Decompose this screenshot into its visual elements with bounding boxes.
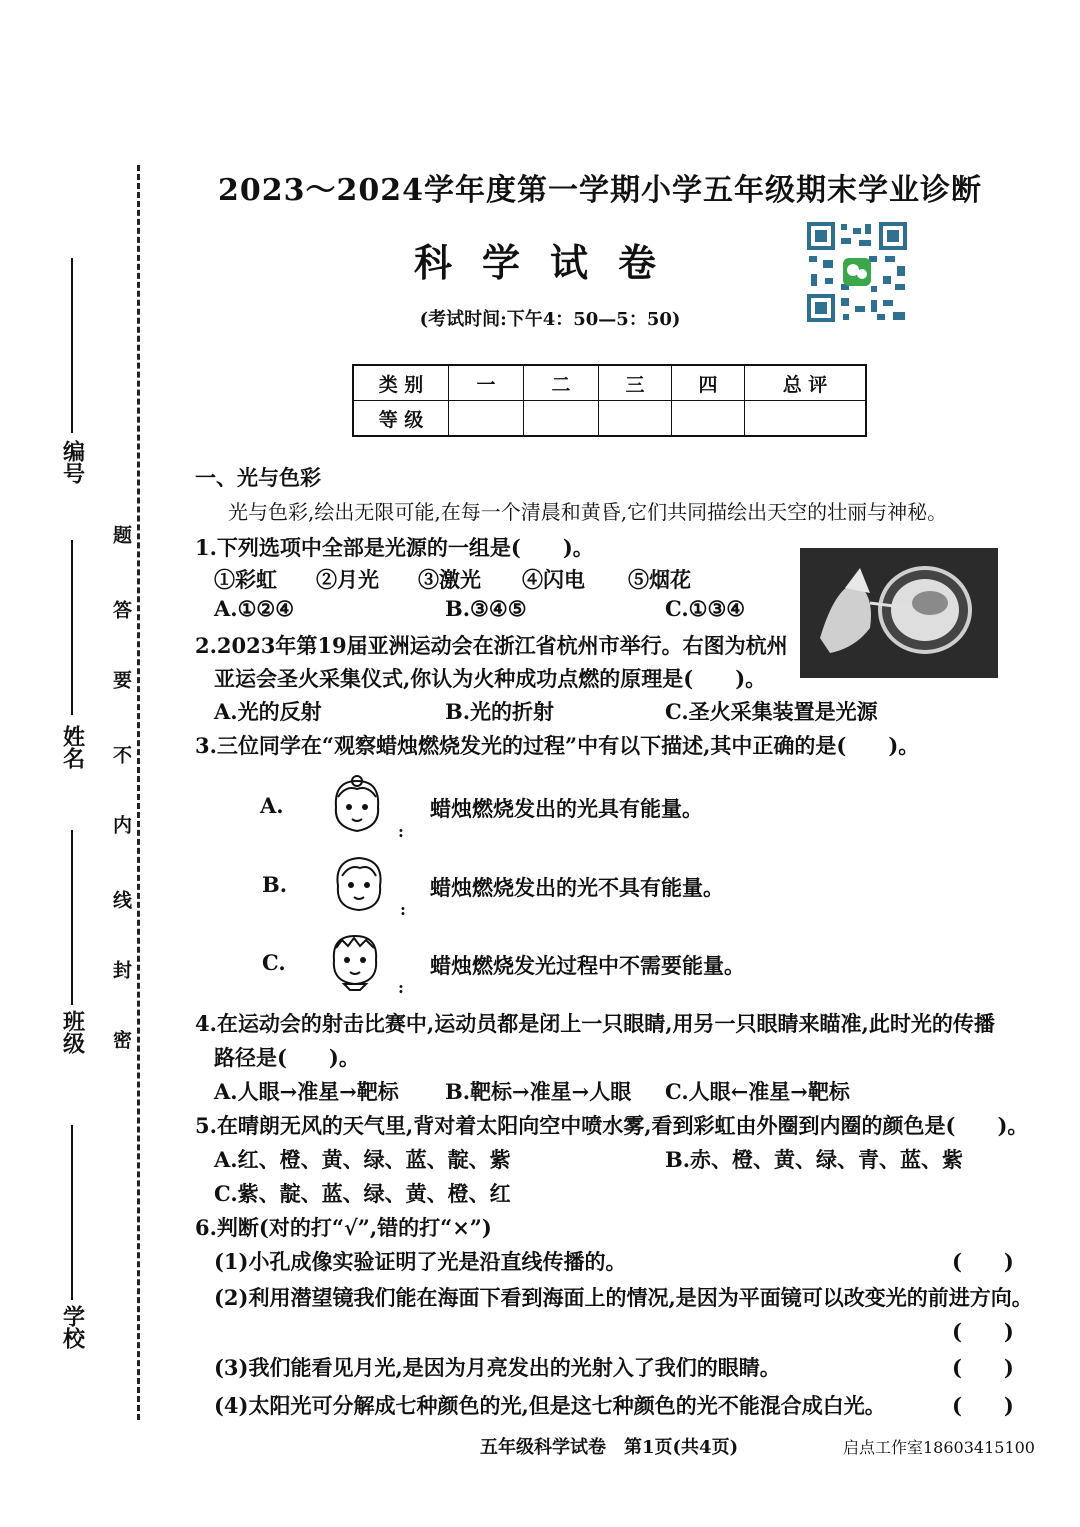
girl-face-icon: [328, 775, 386, 837]
q3-option-c-letter[interactable]: C.: [262, 950, 286, 975]
label-name-text: 姓名: [59, 725, 86, 769]
q2-option-c[interactable]: C.圣火采集装置是光源: [665, 699, 878, 724]
q1-item: ④闪电: [522, 567, 585, 592]
q1-item: ③激光: [418, 567, 481, 592]
q5-stem: 5.在晴朗无风的天气里,背对着太阳向空中喷水雾,看到彩虹由外圈到内圈的颜色是( )。: [195, 1113, 1029, 1138]
grade-input-cell[interactable]: [672, 401, 745, 437]
q6-item-3: (3)我们能看见月光,是因为月亮发出的光射入了我们的眼睛。: [214, 1355, 781, 1380]
studio-watermark: 启点工作室18603415100: [843, 1438, 1035, 1457]
label-school-text: 学校: [59, 1305, 86, 1349]
q3-statement-c: 蜡烛燃烧发光过程中不需要能量。: [430, 953, 745, 978]
q6-answer-1[interactable]: ( ): [952, 1249, 1014, 1274]
grade-cell: 一: [449, 365, 524, 401]
q6-item-1: (1)小孔成像实验证明了光是沿直线传播的。: [214, 1249, 627, 1274]
torch-ceremony-image: [800, 548, 998, 678]
q2-stem-line2: 亚运会圣火采集仪式,你认为火种成功点燃的原理是( )。: [214, 666, 767, 691]
q4-stem-line2: 路径是( )。: [214, 1045, 360, 1070]
colon-mark: :: [400, 900, 406, 919]
label-class-text: 班级: [59, 1010, 86, 1054]
grade-input-cell[interactable]: [524, 401, 599, 437]
qr-code-icon: [805, 220, 909, 324]
q5-option-a[interactable]: A.红、橙、黄、绿、蓝、靛、紫: [214, 1147, 511, 1172]
grade-cell: 等 级: [353, 401, 449, 437]
q1-option-c[interactable]: C.①③④: [665, 596, 746, 621]
boy-face-icon: [326, 930, 384, 992]
q1-item: ①彩虹: [214, 567, 277, 592]
seal-char: 线: [110, 890, 132, 909]
label-class: [52, 1010, 92, 1054]
colon-mark: :: [398, 822, 404, 841]
grade-cell: 总 评: [745, 365, 867, 401]
seal-char: 封: [110, 960, 132, 979]
q6-answer-4[interactable]: ( ): [952, 1393, 1014, 1418]
q4-stem-line1: 4.在运动会的射击比赛中,运动员都是闭上一只眼睛,用另一只眼睛来瞄准,此时光的传播: [195, 1011, 995, 1036]
q3-option-a-letter[interactable]: A.: [260, 793, 284, 818]
grade-table: [352, 364, 867, 437]
q3-stem: 3.三位同学在“观察蜡烛燃烧发光的过程”中有以下描述,其中正确的是( )。: [195, 733, 920, 758]
q6-answer-2[interactable]: ( ): [952, 1319, 1014, 1344]
q3-option-b-letter[interactable]: B.: [262, 872, 288, 897]
q6-stem: 6.判断(对的打“√”,错的打“×”): [195, 1215, 492, 1240]
exam-title: 2023～2024学年度第一学期小学五年级期末学业诊断: [218, 173, 982, 208]
grade-input-cell[interactable]: [599, 401, 672, 437]
seal-char: 题: [110, 525, 132, 544]
seal-char: 密: [110, 1030, 132, 1049]
colon-mark: :: [398, 978, 404, 997]
label-number: [52, 440, 92, 484]
grade-cell: 四: [672, 365, 745, 401]
q1-option-b[interactable]: B.③④⑤: [445, 596, 527, 621]
seal-char: 不: [110, 745, 132, 764]
grade-input-cell[interactable]: [745, 401, 867, 437]
section-intro: 光与色彩,绘出无限可能,在每一个清晨和黄昏,它们共同描绘出天空的壮丽与神秘。: [228, 500, 948, 524]
seal-char: 答: [110, 600, 132, 619]
q6-answer-3[interactable]: ( ): [952, 1355, 1014, 1380]
label-name: [52, 725, 92, 769]
q1-option-a[interactable]: A.①②④: [214, 596, 295, 621]
q3-statement-a: 蜡烛燃烧发出的光具有能量。: [430, 796, 703, 821]
grade-cell: 三: [599, 365, 672, 401]
seal-char: 要: [110, 670, 132, 689]
section-heading: 一、光与色彩: [195, 465, 321, 490]
q1-item: ⑤烟花: [628, 567, 691, 592]
q1-item: ②月光: [316, 567, 379, 592]
q6-item-4: (4)太阳光可分解成七种颜色的光,但是这七种颜色的光不能混合成白光。: [214, 1393, 886, 1418]
exam-subtitle: 科学试卷: [413, 240, 686, 285]
q5-option-c[interactable]: C.紫、靛、蓝、绿、黄、橙、红: [214, 1181, 511, 1206]
seal-char: 内: [110, 815, 132, 834]
label-number-text: 编号: [59, 440, 86, 484]
q4-option-a[interactable]: A.人眼→准星→靶标: [214, 1079, 399, 1104]
q3-statement-b: 蜡烛燃烧发出的光不具有能量。: [430, 875, 724, 900]
q6-item-2: (2)利用潜望镜我们能在海面下看到海面上的情况,是因为平面镜可以改变光的前进方向。: [214, 1285, 1033, 1310]
q5-option-b[interactable]: B.赤、橙、黄、绿、青、蓝、紫: [665, 1147, 964, 1172]
q4-option-b[interactable]: B.靶标→准星→人眼: [445, 1079, 632, 1104]
grade-table-row: [353, 365, 866, 401]
grade-input-cell[interactable]: [449, 401, 524, 437]
binding-dashed-line: [137, 165, 140, 1420]
grade-cell: 类 别: [353, 365, 449, 401]
page-footer: 五年级科学试卷 第1页(共4页): [480, 1437, 739, 1458]
q4-option-c[interactable]: C.人眼←准星→靶标: [665, 1079, 850, 1104]
torch-lighting-photo: [800, 548, 998, 678]
q2-stem-line1: 2.2023年第19届亚洲运动会在浙江省杭州市举行。右图为杭州: [195, 633, 788, 658]
label-school: [52, 1305, 92, 1349]
q2-option-a[interactable]: A.光的反射: [214, 699, 322, 724]
q1-stem: 1.下列选项中全部是光源的一组是( )。: [195, 535, 594, 560]
girl-curly-face-icon: [330, 852, 388, 914]
exam-time: (考试时间:下午4：50—5：50): [419, 309, 681, 330]
q2-option-b[interactable]: B.光的折射: [445, 699, 555, 724]
grade-cell: 二: [524, 365, 599, 401]
grade-table-row: [353, 401, 866, 437]
